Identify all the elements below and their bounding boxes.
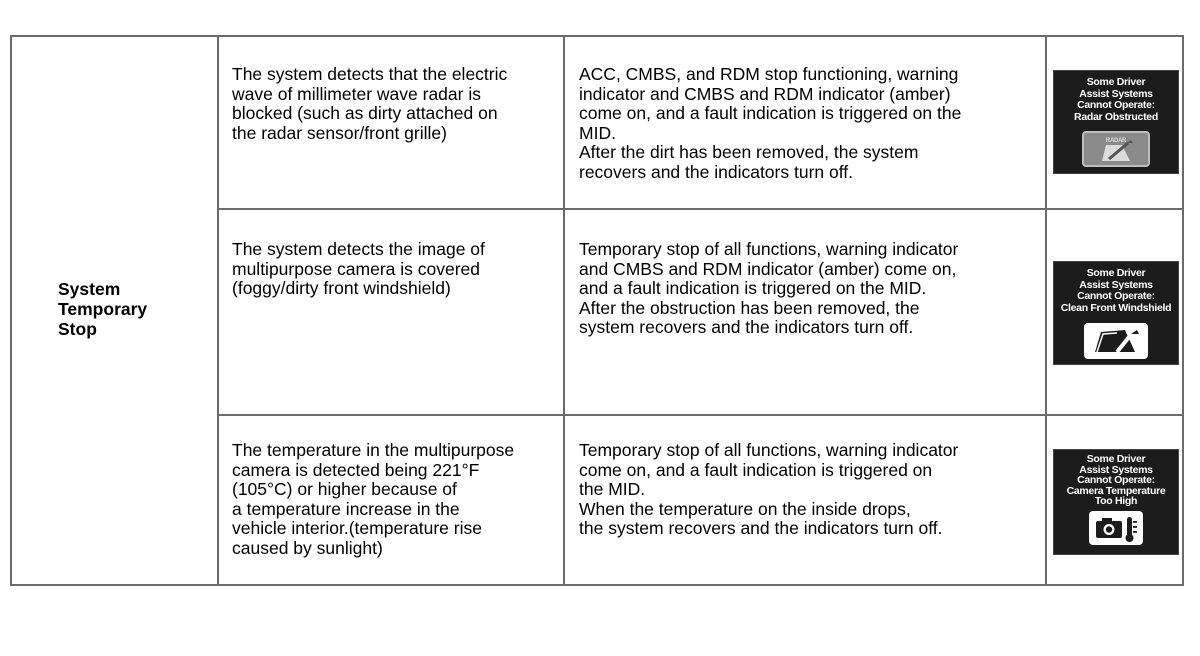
mid-message: Some Driver Assist Systems Cannot Operate: Radar Obstructed [1074, 76, 1158, 123]
mid-display-windshield [1053, 261, 1179, 365]
row-header: System Temporary Stop [58, 279, 148, 339]
column-divider [563, 37, 565, 584]
condition-text: The system detects the image of multipurpose camera is covered (foggy/dirty front windshield) [232, 239, 485, 299]
condition-text: The system detects that the electric wave of millimeter wave radar is blocked (such as dirty attached on the radar sensor/front grille) [232, 64, 508, 143]
condition-text: The temperature in the multipurpose camera is detected being 221°F (105°C) or higher because of a temperature increase in the vehicle interior.(temperature rise caused by sunlight) [232, 440, 515, 558]
radar-icon-label: RADAR [1105, 138, 1127, 144]
row-divider [217, 414, 1182, 416]
column-divider [1045, 37, 1047, 584]
radar-icon [1082, 131, 1150, 171]
mid-message: Some Driver Assist Systems Cannot Operate: Camera Temperature Too High [1066, 453, 1166, 507]
behavior-text: ACC, CMBS, and RDM stop functioning, warning indicator and CMBS and RDM indicator (amber) come on, and a fault indication is triggered on the MID. After the dirt has been removed, the system recovers and the indicators turn off. [579, 64, 962, 182]
behavior-text: Temporary stop of all functions, warning indicator come on, and a fault indication is triggered on the MID. When the temperature on the inside drops, the system recovers and the indicators turn off. [579, 440, 959, 539]
windshield-wiper-icon [1083, 322, 1149, 364]
system-temporary-stop-table [10, 35, 1184, 586]
mid-display-camera-temperature [1053, 449, 1179, 555]
mid-message: Some Driver Assist Systems Cannot Operate: Clean Front Windshield [1060, 267, 1172, 314]
column-divider [217, 37, 219, 584]
row-divider [217, 208, 1182, 210]
behavior-text: Temporary stop of all functions, warning indicator and CMBS and RDM indicator (amber) come on, and a fault indication is triggered on the MID. After the obstruction has been removed, the system recovers and the indicators turn off. [579, 239, 959, 338]
camera-temperature-icon [1088, 510, 1144, 550]
mid-display-radar [1053, 70, 1179, 174]
